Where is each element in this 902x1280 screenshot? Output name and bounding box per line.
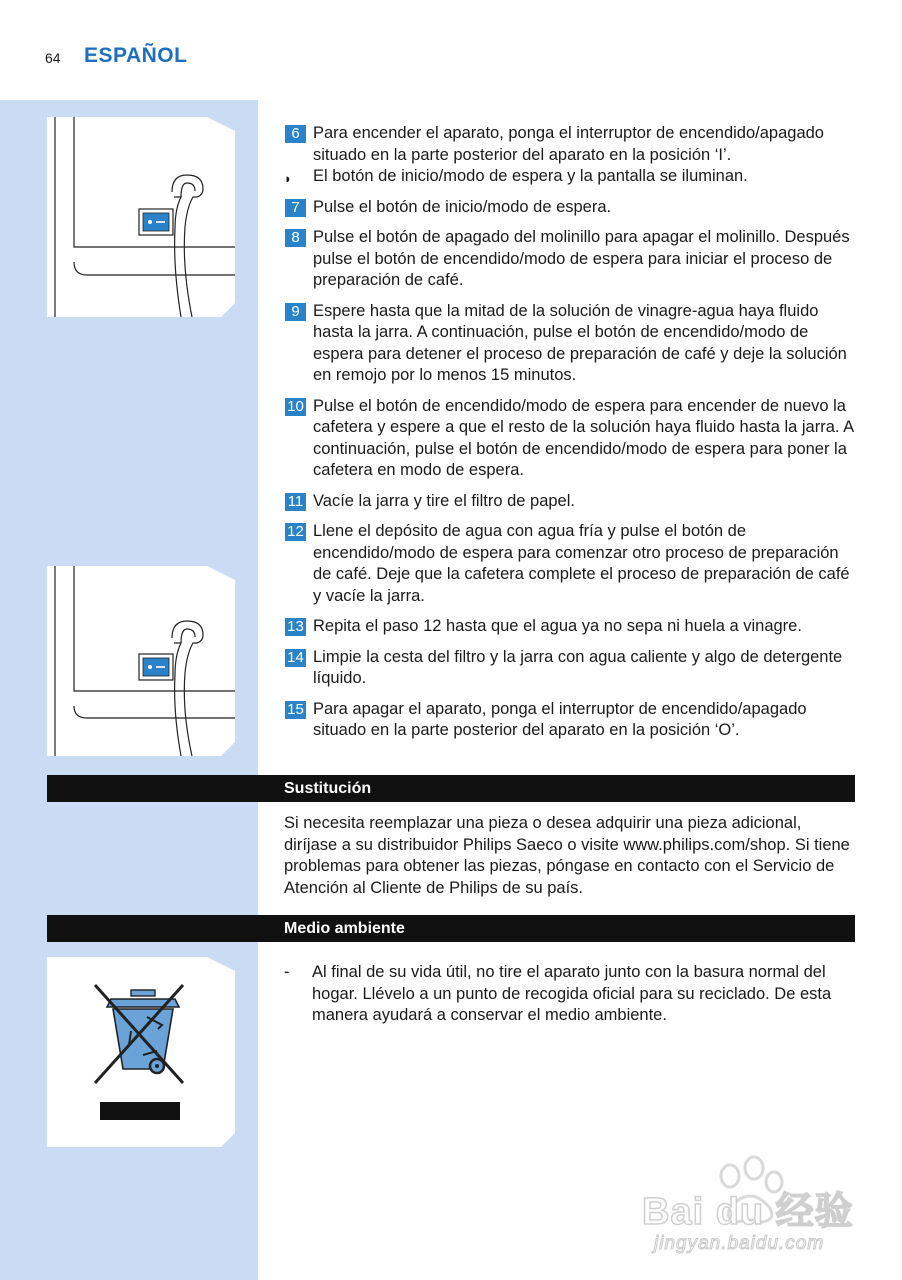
step-text: Espere hasta que la mitad de la solución de vinagre-agua haya fluido hasta la jarra. A continuación, pulse el botón de encendido/modo de espera para detener el proceso de preparación de café y deje la solución en remojo por lo menos 15 minutos. xyxy=(313,301,847,384)
crossed-bin-icon xyxy=(47,957,235,1147)
cleaning-steps-list xyxy=(285,123,860,751)
step-6 xyxy=(285,123,860,188)
language-heading: ESPAÑOL xyxy=(84,44,188,67)
step-13 xyxy=(285,616,860,638)
step-text: Pulse el botón de inicio/modo de espera. xyxy=(313,197,612,216)
step-number-badge: 13 xyxy=(285,618,306,636)
step-14 xyxy=(285,647,860,690)
step-text: Pulse el botón de encendido/modo de espera para encender de nuevo la cafetera y espere a que el resto de la solución haya fluido hasta la jarra. A continuación, pulse el botón de encendido/modo de espera para poner la cafetera en modo de espera. xyxy=(313,396,854,479)
switch-off-drawing xyxy=(47,566,235,756)
illustration-switch-on xyxy=(47,117,235,317)
section-bar-replacement: Sustitución xyxy=(47,775,855,802)
environment-bullet-item xyxy=(284,962,859,1027)
section-bar-environment: Medio ambiente xyxy=(47,915,855,942)
step-number-badge: 15 xyxy=(285,701,306,719)
step-text: Repita el paso 12 hasta que el agua ya no sepa ni huela a vinagre. xyxy=(313,617,802,635)
step-number-badge: 11 xyxy=(285,493,306,511)
step-number-badge: 12 xyxy=(285,523,306,541)
step-text: Limpie la cesta del filtro y la jarra con agua caliente y algo de detergente líquido. xyxy=(313,647,843,687)
step-12 xyxy=(285,521,860,607)
step-number-badge: 7 xyxy=(285,199,306,217)
step-9 xyxy=(285,301,860,387)
page-number: 64 xyxy=(45,50,61,66)
result-arrow-icon: ◗ xyxy=(284,171,292,186)
replacement-paragraph: Si necesita reemplazar una pieza o desea adquirir una pieza adicional, diríjase a su distribuidor Philips Saeco o visite www.philips.com/shop. Si tiene problemas para obtener las piezas, póngase en contacto con el Servicio de Atención al Cliente de Philips de su país. xyxy=(284,814,850,897)
step-text: Llene el depósito de agua con agua fría y pulse el botón de encendido/modo de espera para comenzar otro proceso de preparación de café. Deje que la cafetera complete el proceso de preparación de café y vacíe la jarra. xyxy=(313,522,850,605)
step-number-badge: 14 xyxy=(285,649,306,667)
step-15 xyxy=(285,699,860,742)
step-11 xyxy=(285,491,860,513)
switch-on-drawing xyxy=(47,117,235,317)
environment-paragraph: Al final de su vida útil, no tire el aparato junto con la basura normal del hogar. Llévelo a un punto de recogida oficial para su reciclado. De esta manera ayudará a conservar el medio ambiente. xyxy=(312,963,832,1024)
step-result-text: El botón de inicio/modo de espera y la pantalla se iluminan. xyxy=(313,167,748,185)
illustration-weee-symbol xyxy=(47,957,235,1147)
step-text: Para encender el aparato, ponga el interruptor de encendido/apagado situado en la parte posterior del aparato en la posición ‘I’. xyxy=(313,124,824,164)
step-number-badge: 10 xyxy=(285,398,306,416)
step-text: Pulse el botón de apagado del molinillo para apagar el molinillo. Después pulse el botón de encendido/modo de espera para iniciar el proceso de preparación de café. xyxy=(313,228,850,289)
step-7 xyxy=(285,197,860,219)
step-10 xyxy=(285,396,860,482)
step-8 xyxy=(285,227,860,292)
dash-bullet: - xyxy=(284,963,290,981)
step-number-badge: 9 xyxy=(285,303,306,321)
baidu-watermark xyxy=(612,1140,862,1270)
step-number-badge: 8 xyxy=(285,229,306,247)
step-result xyxy=(285,166,860,188)
watermark-brand: Bai du 经验 xyxy=(642,1191,854,1233)
step-number-badge: 6 xyxy=(285,125,306,143)
step-text: Vacíe la jarra y tire el filtro de papel. xyxy=(313,491,575,510)
step-text: Para apagar el aparato, ponga el interruptor de encendido/apagado situado en la parte posterior del aparato en la posición ‘O’. xyxy=(313,699,807,739)
illustration-switch-off xyxy=(47,566,235,756)
watermark-url: jingyan.baidu.com xyxy=(654,1233,825,1254)
